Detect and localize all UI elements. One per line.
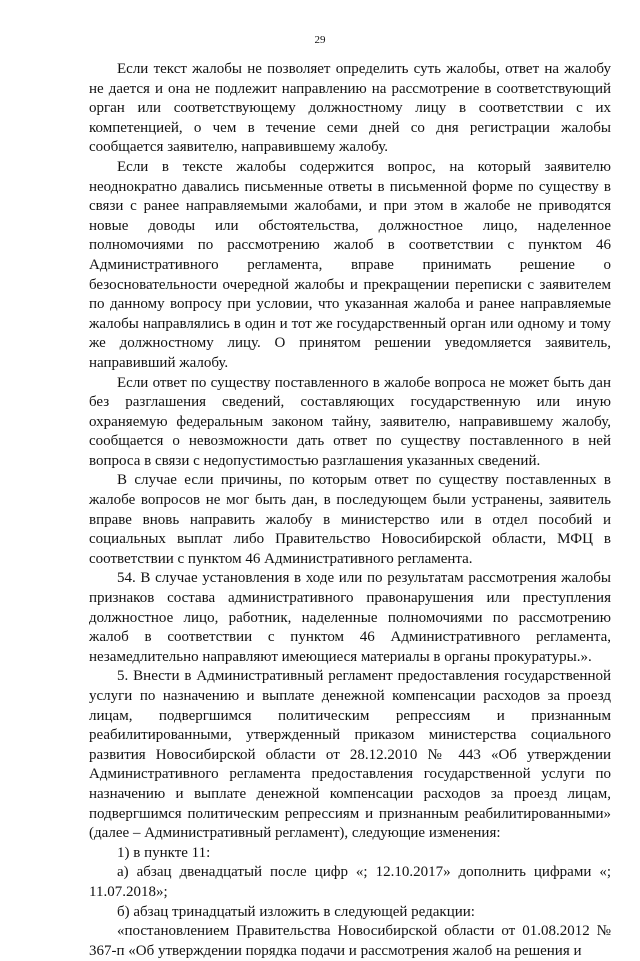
paragraph-subitem-1: 1) в пункте 11:	[117, 844, 211, 861]
page-number: 29	[314, 34, 326, 46]
paragraph-item-54: 54. В случае установления в ходе или по результатам рассмотрения жалобы признаков состава административного правонарушения или преступления должностное лицо, работник, наделенные полномочиями по рассмотрению жалоб в соответствии с пунктом 46 Административного регламента, незамедлительно направляют имеющиеся материалы в органы прокуратуры.».	[89, 570, 611, 665]
paragraph-subitem-a: а) абзац двенадцатый после цифр «; 12.10.2017» дополнить цифрами «; 11.07.2018»;	[89, 864, 611, 900]
document-body	[89, 60, 611, 961]
paragraph-unclear-complaint: Если текст жалобы не позволяет определить суть жалобы, ответ на жалобу не дается и она не подлежит направлению на рассмотрение в соответствующий орган или соответствующему должностному лицу в соответствии с их компетенцией, о чем в течение семи дней со дня регистрации жалобы сообщается заявителю, направившему жалобу.	[89, 61, 611, 156]
paragraph-subitem-b: б) абзац тринадцатый изложить в следующей редакции:	[117, 903, 475, 920]
paragraph-repeated-complaint: Если в тексте жалобы содержится вопрос, на который заявителю неоднократно давались письменные ответы в письменной форме по существу в связи с ранее направляемыми жалобами, и при этом в жалобе не приводятся новые доводы или обстоятельства, должностное лицо, наделенное полномочиями по рассмотрению жалоб в соответствии с пунктом 46 Административного регламента, вправе принимать решение о безосновательности очередной жалобы и прекращении переписки с заявителем по данному вопросу при условии, что указанная жалоба и ранее направляемые жалобы направлялись в один и тот же государственный орган или одному и тому же должностному лицу. О принятом решении уведомляется заявитель, направивший жалобу.	[89, 158, 611, 371]
paragraph-resolution-text: «постановлением Правительства Новосибирской области от 01.08.2012 № 367-п «Об утверждении порядка подачи и рассмотрения жалоб на решения и	[89, 923, 611, 959]
paragraph-item-5: 5. Внести в Административный регламент предоставления государственной услуги по назначению и выплате денежной компенсации расходов за проезд лицам, подвергшимся политическим репрессиям и признанным реабилитированными, утвержденный приказом министерства социального развития Новосибирской области от 28.12.2010 № 443 «Об утверждении Административного регламента предоставления государственной услуги по назначению и выплате денежной компенсации расходов за проезд лицам, подвергшимся политическим репрессиям и признанным реабилитированными» (далее – Административный регламент), следующие изменения:	[89, 668, 611, 842]
paragraph-reasons-eliminated: В случае если причины, по которым ответ по существу поставленных в жалобе вопросов не мог быть дан, в последующем были устранены, заявитель вправе вновь направить жалобу в министерство или в отдел пособий и социальных выплат либо Правительство Новосибирской области, МФЦ в соответствии с пунктом 46 Административного регламента.	[89, 472, 611, 567]
paragraph-state-secret: Если ответ по существу поставленного в жалобе вопроса не может быть дан без разглашения сведений, составляющих государственную или иную охраняемую федеральным законом тайну, заявителю, направившему жалобу, сообщается о невозможности дать ответ по существу поставленного в ней вопроса в связи с недопустимостью разглашения указанных сведений.	[89, 374, 611, 469]
